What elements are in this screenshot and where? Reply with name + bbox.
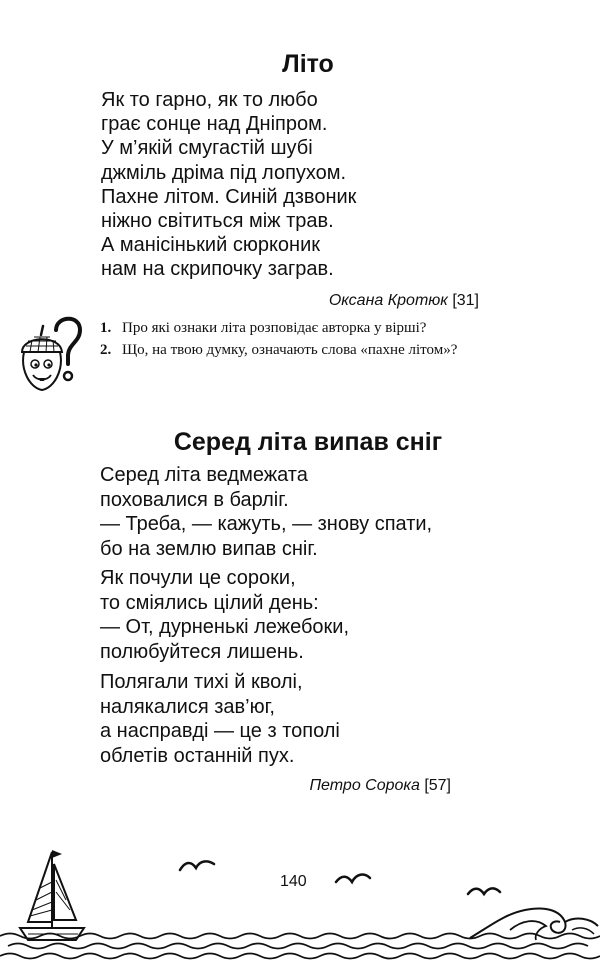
poem-line: Серед літа ведмежата (100, 464, 308, 486)
acorn-question-icon (16, 310, 86, 396)
poem-line: А манісінький сюрконик (101, 234, 321, 257)
author-name: Оксана Кротюк (328, 292, 448, 309)
question-item (100, 317, 457, 339)
poem-line: полюбуйтеся лишень. (100, 640, 304, 663)
poem-author (329, 292, 479, 310)
poem-line: грає сонце над Дніпром. (101, 113, 328, 136)
question-text: Що, на твою думку, означають слова «пахне літом»? (122, 342, 458, 358)
poem-title-snig: Серед літа випав сніг (173, 428, 443, 456)
question-number: 2. (100, 342, 112, 358)
question-item (100, 339, 457, 361)
seagull-icon (468, 888, 500, 894)
seagull-icon (336, 875, 370, 882)
author-reference: [31] (452, 292, 479, 309)
poem-author (309, 777, 451, 795)
poem-line: Як то гарно, як то любо (101, 89, 318, 111)
poem-line: ніжно світиться між трав. (101, 210, 334, 233)
poem-line: Пахне літом. Синій дзвоник (101, 185, 357, 208)
page-number: 140 (280, 873, 307, 890)
poem-lito-text (101, 88, 356, 282)
question-text: Про які ознаки літа розповідає авторка у вірші? (122, 320, 427, 336)
poem-line: поховалися в барліг. (100, 488, 289, 511)
poem-line: а насправді — це з тополі (100, 720, 340, 743)
questions-list (100, 317, 457, 361)
poem-title-lito: Літо (282, 50, 334, 78)
poem-line: облетів останній пух. (100, 744, 295, 767)
poem-line: — Треба, — кажуть, — знову спати, (100, 513, 433, 536)
sea-waves (0, 934, 600, 959)
poem-line: джміль дріма під лопухом. (101, 161, 347, 184)
poem-line: У м’якій смугастій шубі (101, 137, 313, 160)
poem-line: нам на скрипочку заграв. (101, 258, 334, 281)
poem-stanza (100, 566, 349, 664)
poem-line: бо на землю випав сніг. (100, 537, 318, 560)
poem-stanza (100, 463, 432, 561)
author-reference: [57] (424, 777, 451, 794)
poem-stanza (100, 670, 340, 768)
author-name: Петро Сорока (309, 777, 420, 794)
poem-line: Полягали тихі й кволі, (100, 671, 303, 693)
sea-footer-illustration (0, 830, 600, 965)
poem-line: то сміялись цілий день: (100, 591, 319, 614)
poem-line: налякалися зав’юг, (100, 695, 275, 718)
poem-line: Як почули це сороки, (100, 567, 296, 589)
question-number: 1. (100, 320, 112, 336)
sailboat-icon (20, 850, 84, 940)
poem-line: — От, дурненькі лежебоки, (100, 616, 350, 639)
seagull-icon (180, 861, 214, 870)
